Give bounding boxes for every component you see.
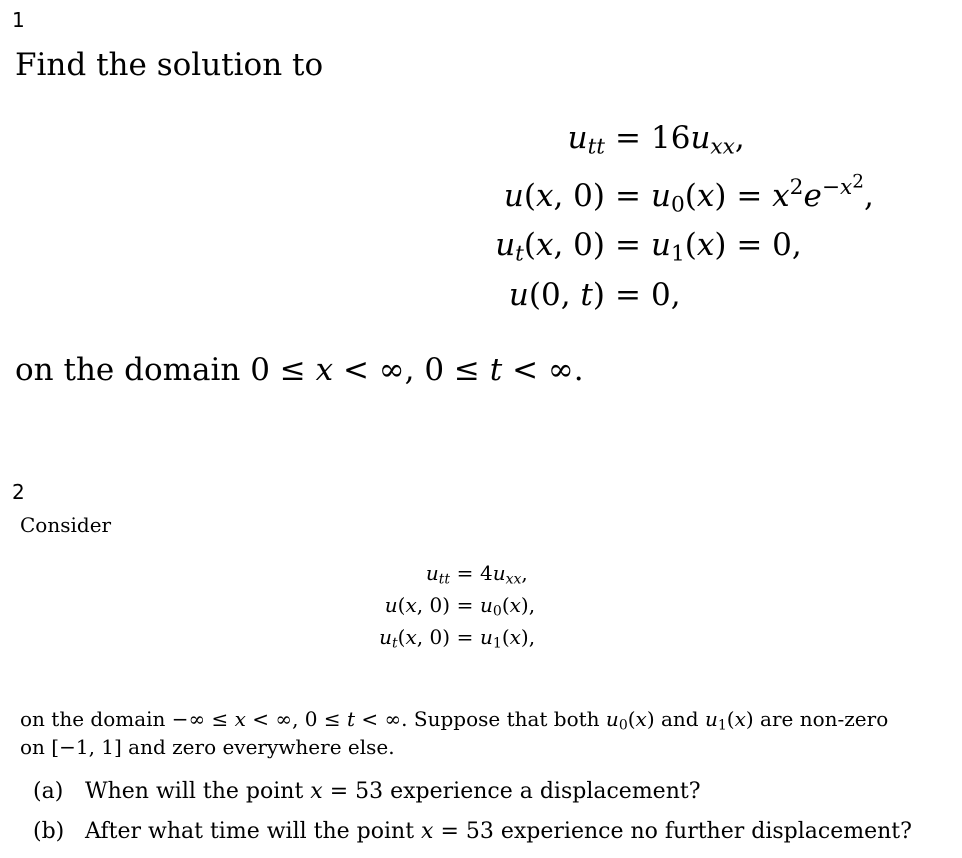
problem-1-equation-lhs: u(0, t) — [508, 277, 605, 313]
part-text: When will the point x = 53 experience a displacement? — [85, 779, 701, 804]
problem-1-domain: on the domain 0 ≤ x < ∞, 0 ≤ t < ∞. — [15, 352, 584, 388]
problem-1-equation-row — [0, 227, 962, 271]
problem-2-domain-line-1: on the domain −∞ ≤ x < ∞, 0 ≤ t < ∞. Suppose that both $u_0(x)$ and $u_1(x)$ are non-zero — [20, 707, 889, 734]
equals-sign: = — [456, 593, 474, 617]
problem-2-number: 2 — [12, 480, 25, 504]
problem-1-equation-lhs: $u_{tt}$ — [567, 120, 605, 160]
equals-sign: = — [615, 120, 641, 156]
equals-sign: = — [456, 625, 474, 649]
part-label: (a) — [33, 779, 64, 804]
equals-sign: = — [615, 178, 641, 214]
problem-1-equation-row — [0, 277, 962, 321]
problem-1-equation-lhs: $u_t(x$, 0) — [495, 227, 605, 267]
problem-2-part-a — [33, 779, 701, 804]
problem-1-equation-rhs: 0, — [651, 277, 681, 313]
problem-2-equation-rhs: $u_1(x)$, — [480, 625, 536, 652]
part-label: (b) — [33, 819, 65, 844]
equals-sign: = — [456, 561, 474, 585]
problem-2-part-b — [33, 819, 912, 844]
problem-2-equation-row — [0, 625, 962, 655]
problem-2-equation-row — [0, 593, 962, 623]
problem-1-equation-lhs: u(x, 0) — [503, 178, 605, 214]
equals-sign: = — [615, 277, 641, 313]
equals-sign: = — [615, 227, 641, 263]
problem-1-intro: Find the solution to — [15, 47, 324, 83]
problem-1-equation-row — [0, 171, 962, 222]
problem-2-equation-lhs: $u_{tt}$ — [425, 561, 450, 588]
problem-1-equation-rhs: $u_1(x) = 0$, — [651, 227, 802, 267]
problem-2-domain-line-2: on [−1, 1] and zero everywhere else. — [20, 735, 395, 759]
part-text: After what time will the point x = 53 experience no further displacement? — [85, 819, 912, 844]
problem-1-equation-rhs: $16u_{xx}$, — [651, 120, 745, 160]
problem-2-equation-lhs: u(x, 0) — [384, 593, 450, 617]
problem-2-equation-rhs: $u_0(x)$, — [480, 593, 536, 620]
problem-1-equation-row — [0, 120, 962, 164]
problem-1-number: 1 — [12, 8, 25, 32]
problem-2-equation-rhs: $4u_{xx}$, — [480, 561, 528, 588]
problem-2-equation-lhs: $u_t(x$, 0) — [379, 625, 450, 652]
problem-2-intro: Consider — [20, 513, 112, 537]
problem-1-equation-rhs: $u_0(x) = x^2e^{-x^2}$, — [651, 171, 874, 218]
problem-2-equation-row — [0, 561, 962, 591]
